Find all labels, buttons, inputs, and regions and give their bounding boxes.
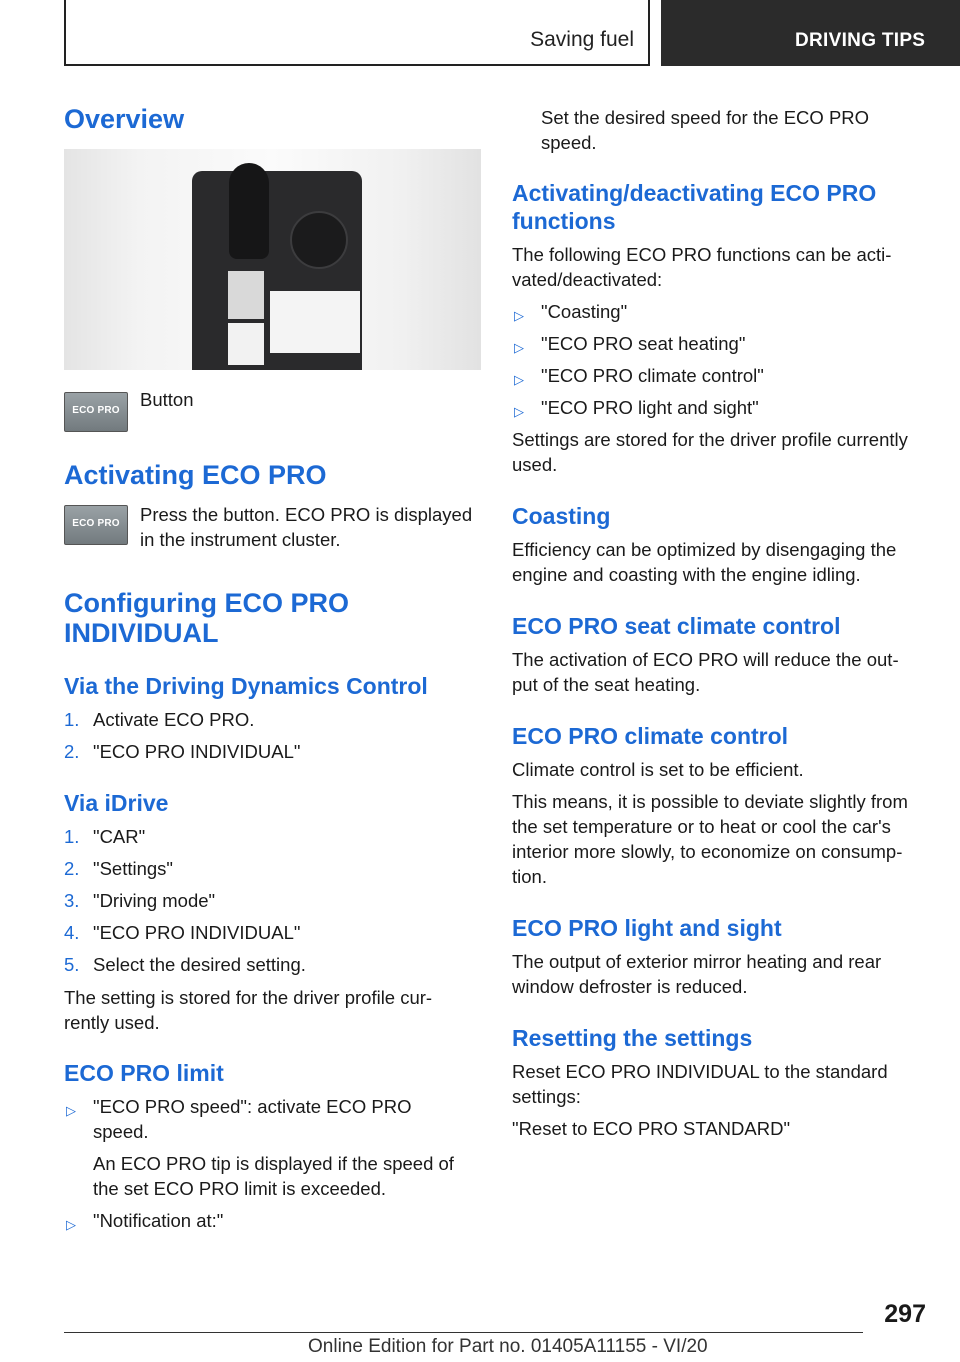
console-panel (192, 171, 362, 370)
triangle-bullet-icon: ▷ (66, 1103, 76, 1118)
reset-heading: Resetting the settings (512, 1025, 753, 1051)
step-text: Activate ECO PRO. (93, 709, 255, 730)
functions-intro-line2: vated/deactivated: (512, 269, 663, 290)
step-number: 1. (64, 826, 80, 847)
tip-text: the set ECO PRO limit is exceeded. (93, 1178, 387, 1199)
limit-tip-line2 (64, 1176, 482, 1201)
via-idrive-heading: Via iDrive (64, 790, 169, 816)
settings-stored-line1: Settings are stored for the driver profile currently (512, 429, 908, 450)
triangle-bullet-icon: ▷ (514, 340, 524, 355)
list-item (512, 299, 932, 324)
step-text: "Driving mode" (93, 890, 216, 911)
seat-text-line1: The activation of ECO PRO will reduce the out- (512, 649, 899, 670)
header-section-title: Saving fuel (530, 28, 634, 51)
climate-text-line3: the set temperature or to heat or cool the car's (512, 816, 891, 837)
idrive-controller (290, 211, 348, 269)
list-item (64, 1094, 482, 1119)
function-item: "ECO PRO climate control" (541, 365, 764, 386)
overview-heading: Overview (64, 104, 185, 134)
list-item (64, 739, 482, 764)
climate-control-heading: ECO PRO climate control (512, 723, 789, 749)
button-caption-row (64, 389, 482, 432)
gear-selector (229, 163, 269, 259)
configuring-heading-line1: Configuring ECO PRO (64, 588, 349, 618)
console-button-highlight (228, 323, 264, 365)
bullet-continuation (64, 1119, 482, 1144)
light-text-line1: The output of exterior mirror heating and rear (512, 951, 882, 972)
functions-heading-line1: Activating/deactivating ECO PRO (512, 180, 877, 206)
activating-heading: Activating ECO PRO (64, 460, 327, 490)
center-console-photo (64, 149, 481, 370)
functions-heading-line2: functions (512, 208, 616, 234)
light-text-line2: window defroster is reduced. (512, 976, 748, 997)
console-button-highlight (228, 271, 264, 319)
header-chapter-title: DRIVING TIPS (795, 30, 926, 51)
coasting-heading: Coasting (512, 503, 611, 529)
activating-row (64, 505, 482, 561)
reset-text-line3: "Reset to ECO PRO STANDARD" (512, 1118, 791, 1139)
button-caption: Button (140, 389, 194, 410)
header-section-tab (64, 0, 650, 66)
climate-text-line5: tion. (512, 866, 547, 887)
triangle-bullet-icon: ▷ (514, 372, 524, 387)
list-item (64, 1208, 482, 1233)
page-number: 297 (884, 1300, 926, 1328)
step-text: "ECO PRO INDIVIDUAL" (93, 741, 301, 762)
set-speed-text: speed. (541, 132, 597, 153)
header-chapter-tab (661, 0, 960, 66)
bullet-text: "Notification at:" (93, 1210, 224, 1231)
seat-text-line2: put of the seat heating. (512, 674, 701, 695)
step-number: 1. (64, 709, 80, 730)
step-number: 4. (64, 922, 80, 943)
coasting-text-line2: engine and coasting with the engine idling. (512, 564, 861, 585)
step-text: "CAR" (93, 826, 146, 847)
limit-tip-line1 (64, 1151, 482, 1176)
via-ddc-heading: Via the Driving Dynamics Control (64, 673, 428, 699)
bullet-text: speed. (93, 1121, 149, 1142)
eco-pro-button-label: ECO PRO (72, 518, 120, 529)
eco-pro-button-label: ECO PRO (72, 405, 120, 416)
step-number: 5. (64, 954, 80, 975)
light-sight-heading: ECO PRO light and sight (512, 915, 782, 941)
limit-heading: ECO PRO limit (64, 1060, 224, 1086)
list-item (512, 395, 932, 420)
stored-text-line2: rently used. (64, 1012, 160, 1033)
triangle-bullet-icon: ▷ (66, 1217, 76, 1232)
activating-text: Press the button. ECO PRO is displayed in the instrument cluster. (140, 504, 473, 550)
list-item (64, 888, 482, 913)
reset-text-line2: settings: (512, 1086, 581, 1107)
step-number: 2. (64, 858, 80, 879)
step-number: 3. (64, 890, 80, 911)
list-item (512, 331, 932, 356)
step-text: Select the desired setting. (93, 954, 306, 975)
climate-text-line4: interior more slowly, to economize on consump- (512, 841, 903, 862)
function-item: "ECO PRO light and sight" (541, 397, 759, 418)
settings-stored-line2: used. (512, 454, 558, 475)
coasting-text-line1: Efficiency can be optimized by disengaging the (512, 539, 897, 560)
triangle-bullet-icon: ▷ (514, 404, 524, 419)
tip-text: An ECO PRO tip is displayed if the speed of (93, 1153, 454, 1174)
edition-footer: Online Edition for Part no. 01405A11155 - VI/20 (308, 1336, 708, 1357)
reset-text-line1: Reset ECO PRO INDIVIDUAL to the standard (512, 1061, 888, 1082)
step-number: 2. (64, 741, 80, 762)
functions-intro-line1: The following ECO PRO functions can be acti- (512, 244, 892, 265)
step-text: "ECO PRO INDIVIDUAL" (93, 922, 301, 943)
bullet-text: "ECO PRO speed": activate ECO PRO (93, 1096, 412, 1117)
stored-text-line1: The setting is stored for the driver profile cur- (64, 987, 433, 1008)
eco-pro-button-icon (64, 505, 128, 545)
climate-text-line2: This means, it is possible to deviate slightly from (512, 791, 908, 812)
footer-divider (64, 1332, 863, 1333)
list-item (64, 707, 482, 732)
function-item: "ECO PRO seat heating" (541, 333, 746, 354)
set-speed-text: Set the desired speed for the ECO PRO (541, 107, 870, 128)
list-item (64, 824, 482, 849)
list-item (64, 952, 482, 977)
console-button-highlight (270, 291, 360, 353)
function-item: "Coasting" (541, 301, 628, 322)
step-text: "Settings" (93, 858, 173, 879)
list-item (64, 920, 482, 945)
seat-climate-heading: ECO PRO seat climate control (512, 613, 841, 639)
eco-pro-button-icon (64, 392, 128, 432)
triangle-bullet-icon: ▷ (514, 308, 524, 323)
configuring-heading-line2: INDIVIDUAL (64, 618, 219, 648)
list-item (64, 856, 482, 881)
list-item (512, 363, 932, 388)
climate-text-line1: Climate control is set to be efficient. (512, 759, 804, 780)
